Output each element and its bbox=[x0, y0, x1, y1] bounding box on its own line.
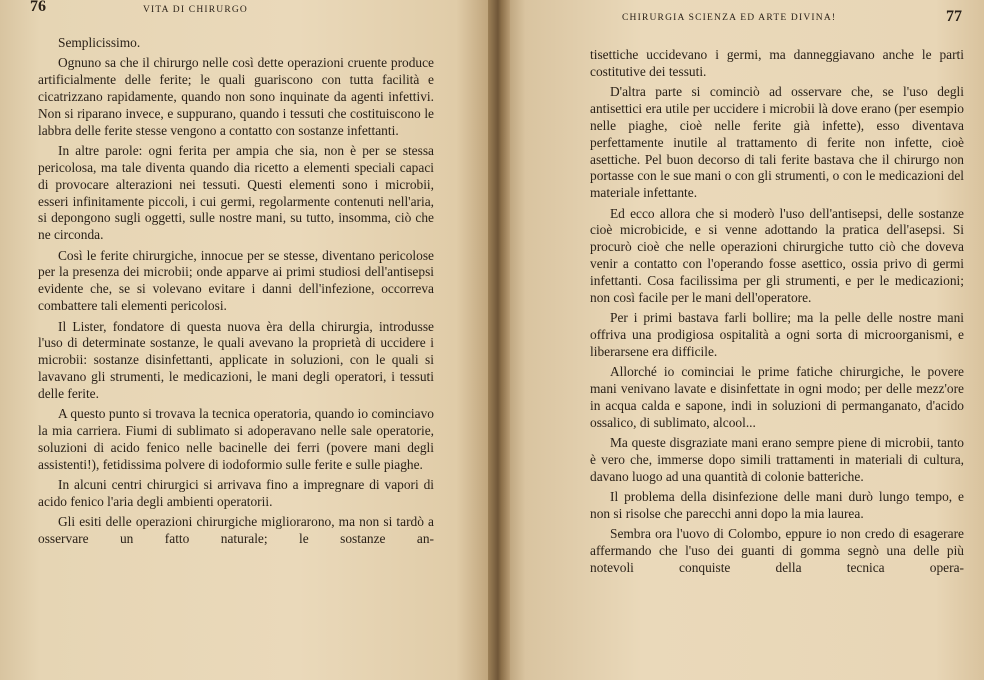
paragraph: Così le ferite chirurgiche, innocue per se stesse, diventano pericolose per la presenza dei microbii; onde apparve ai primi studiosi dell'antisepsi evidente che, se si volevano evitare i danni dell'infezione, occorreva combattere tali elementi pericolosi. bbox=[38, 247, 434, 314]
paragraph: Allorché io cominciai le prime fatiche chirurgiche, le povere mani venivano lavate e disinfettate in ogni modo; per delle mezz'ore in acqua calda e sapone, indi in soluzioni di permanganato, d'acido ossalico, di sublimato, alcool... bbox=[590, 364, 964, 430]
paragraph: Semplicissimo. bbox=[58, 35, 141, 50]
paragraph: Il Lister, fondatore di questa nuova èra della chirurgia, introdusse l'uso di determinate sostanze, le quali avevano la proprietà di uccidere i microbii: sostanze disinfettanti, applicate in soluzioni, con le quali si lavavano gli strumenti, le medicazioni, le mani degli operatori, i tessuti delle ferite. bbox=[38, 318, 434, 401]
left-running-head bbox=[30, 0, 434, 26]
paragraph: Gli esiti delle operazioni chirurgiche migliorarono, ma non si tardò a osservare un fatto naturale; le sostanze an- bbox=[38, 514, 434, 547]
right-body-text bbox=[590, 26, 964, 577]
paragraph: Ma queste disgraziate mani erano sempre piene di microbii, tanto è vero che, immerse dopo simili trattamenti in materiali di cultura, davano luogo ad una quantità di colonie batteriche. bbox=[590, 435, 964, 484]
paragraph: In alcuni centri chirurgici si arrivava fino a impregnare di vapori di acido fenico l'aria degli ambienti operatorii. bbox=[38, 477, 434, 509]
left-running-title: VITA DI CHIRURGO bbox=[143, 5, 248, 15]
right-page-number: 77 bbox=[946, 8, 962, 25]
paragraph: Per i primi bastava farli bollire; ma la pelle delle nostre mani offriva una prodigiosa ospitalità a ogni sorta di microorganismi, e liberarsene era difficile. bbox=[590, 310, 964, 359]
right-running-head bbox=[590, 0, 964, 26]
right-page bbox=[496, 0, 984, 680]
left-page-number: 76 bbox=[30, 0, 46, 15]
paragraph: A questo punto si trovava la tecnica operatoria, quando io cominciavo la mia carriera. Fiumi di sublimato si adoperavano nelle sale operatorie, soluzioni di acido fenico nelle bacinelle dei ferri (povere mani degli assistenti!), fetidissima polvere di iodoformio sulle ferite e sulle piaghe. bbox=[38, 406, 434, 472]
book-gutter bbox=[488, 0, 510, 680]
paragraph: In altre parole: ogni ferita per ampia che sia, non è per se stessa pericolosa, ma tale diventa quando dia ricetto a elementi speciali capaci di provocare alterazioni nei tessuti. Questi elementi sono i microbii, esseri infinitamente piccoli, i cui germi, regolarmente contenuti nell'aria, si depongono sugli oggetti, sulle nostre mani, su tutto, insomma, ciò che ne circonda. bbox=[38, 143, 434, 243]
paragraph: Il problema della disinfezione delle mani durò lungo tempo, e non si risolse che parecchi anni dopo la mia laurea. bbox=[590, 489, 964, 521]
paragraph-continued: tisettiche uccidevano i germi, ma danneggiavano anche le parti costitutive dei tessuti. bbox=[590, 47, 964, 79]
paragraph: Ed ecco allora che si moderò l'uso dell'antisepsi, delle sostanze cioè microbicide, e si venne adottando la pratica dell'asepsi. Si procurò cioè che nelle operazioni chirurgiche tutto ciò che doveva venir a contatto con l'operando fosse asettico, ossia privo di germi infettanti. Cosa facilissima per gli strumenti, e per le medicazioni; non così facile per le mani dell'operatore. bbox=[590, 205, 964, 305]
paragraph: Sembra ora l'uovo di Colombo, eppure io non credo di esagerare affermando che l'uso dei guanti di gomma segnò una delle più notevoli conquiste della tecnica opera- bbox=[590, 526, 964, 575]
left-body-text bbox=[38, 26, 434, 548]
paragraph: D'altra parte si cominciò ad osservare che, se l'uso degli antisettici era utile per uccidere i microbii là dove erano (per esempio nelle piaghe, cioè nelle ferite già infette), esso diventava perfettamente inutile al trattamento di ferite non infette, cioè asettiche. Pel buon decorso di tali ferite bastava che il chirurgo non portasse con le sue mani o con gli strumenti, o con le medicazioni del materiale infettante. bbox=[590, 84, 964, 201]
paragraph: Ognuno sa che il chirurgo nelle così dette operazioni cruente produce artificialmente delle ferite; le quali guariscono con tutta facilità e cicatrizzano rapidamente, quando non sono inquinate da agenti infettivi. Non si riparano invece, e suppurano, quando i tessuti che costituiscono le labbra delle ferite stesse vengono a contatto con sostanze infettanti. bbox=[38, 55, 434, 138]
right-running-title: CHIRURGIA SCIENZA ED ARTE DIVINA! bbox=[622, 13, 837, 23]
